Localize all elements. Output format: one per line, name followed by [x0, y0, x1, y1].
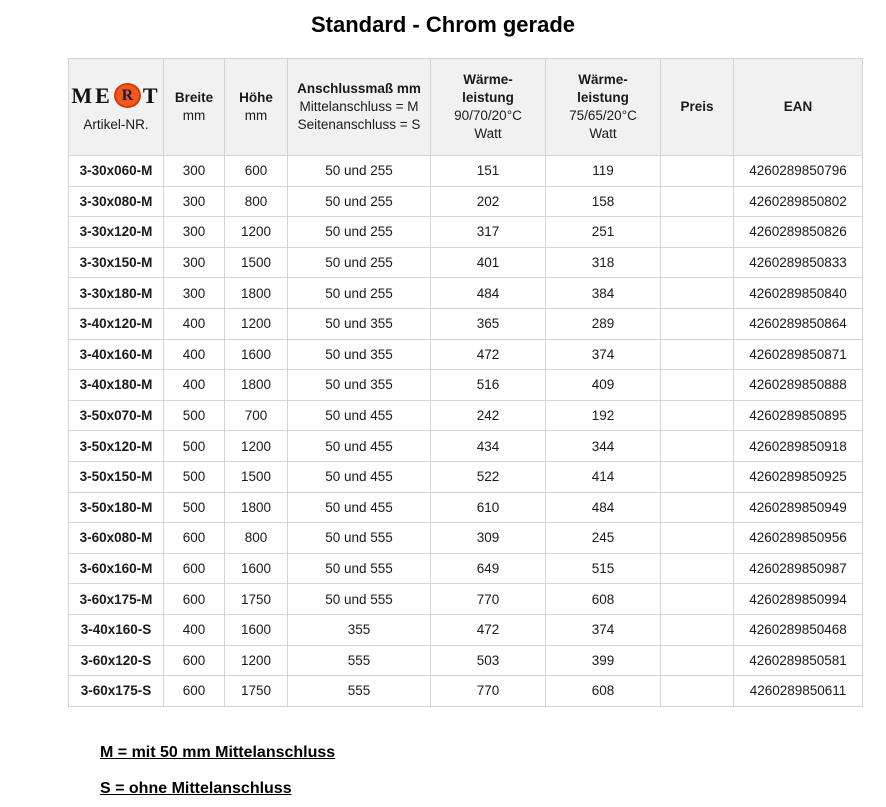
cell-artikel: 3-30x080-M	[69, 186, 164, 217]
logo-letters-pre: ME	[71, 82, 113, 108]
cell-watt90: 242	[431, 400, 546, 431]
cell-breite: 600	[164, 676, 225, 707]
table-row	[69, 461, 863, 492]
cell-anschluss: 355	[288, 614, 431, 645]
table-row	[69, 278, 863, 309]
table-row	[69, 645, 863, 676]
header-anschlussmass: Anschlussmaß mm Mittelanschluss = M Seitenanschluss = S	[288, 59, 431, 156]
cell-artikel: 3-40x120-M	[69, 308, 164, 339]
cell-watt90: 202	[431, 186, 546, 217]
cell-hoehe: 1200	[225, 431, 288, 462]
table-row	[69, 523, 863, 554]
cell-hoehe: 1750	[225, 676, 288, 707]
cell-ean: 4260289850949	[734, 492, 863, 523]
cell-preis	[661, 553, 734, 584]
cell-preis	[661, 156, 734, 187]
cell-watt75: 484	[546, 492, 661, 523]
cell-artikel: 3-40x160-S	[69, 614, 164, 645]
header-breite: Breite mm	[164, 59, 225, 156]
cell-watt90: 522	[431, 461, 546, 492]
cell-breite: 500	[164, 431, 225, 462]
header-waermeleistung-90: Wärme- leistung 90/70/20°C Watt	[431, 59, 546, 156]
cell-ean: 4260289850802	[734, 186, 863, 217]
cell-anschluss: 50 und 355	[288, 308, 431, 339]
cell-breite: 400	[164, 614, 225, 645]
cell-preis	[661, 461, 734, 492]
cell-artikel: 3-40x180-M	[69, 370, 164, 401]
table-row	[69, 431, 863, 462]
cell-ean: 4260289850611	[734, 676, 863, 707]
cell-artikel: 3-60x175-M	[69, 584, 164, 615]
table-row	[69, 676, 863, 707]
cell-anschluss: 50 und 255	[288, 156, 431, 187]
cell-watt90: 317	[431, 217, 546, 248]
header-hoehe: Höhe mm	[225, 59, 288, 156]
cell-anschluss: 50 und 455	[288, 492, 431, 523]
table-row	[69, 339, 863, 370]
cell-hoehe: 1600	[225, 339, 288, 370]
product-spec-table	[68, 58, 863, 707]
cell-ean: 4260289850581	[734, 645, 863, 676]
cell-watt90: 610	[431, 492, 546, 523]
table-row	[69, 247, 863, 278]
table-row	[69, 217, 863, 248]
cell-watt75: 245	[546, 523, 661, 554]
cell-hoehe: 600	[225, 156, 288, 187]
cell-preis	[661, 339, 734, 370]
table-row	[69, 308, 863, 339]
cell-breite: 400	[164, 370, 225, 401]
cell-breite: 400	[164, 308, 225, 339]
cell-preis	[661, 431, 734, 462]
cell-breite: 600	[164, 553, 225, 584]
cell-preis	[661, 584, 734, 615]
table-row	[69, 553, 863, 584]
cell-watt90: 309	[431, 523, 546, 554]
cell-ean: 4260289850987	[734, 553, 863, 584]
cell-anschluss: 555	[288, 676, 431, 707]
cell-watt75: 409	[546, 370, 661, 401]
logo-letter-r: R	[121, 86, 134, 104]
cell-preis	[661, 614, 734, 645]
cell-ean: 4260289850796	[734, 156, 863, 187]
cell-hoehe: 1600	[225, 614, 288, 645]
cell-breite: 500	[164, 461, 225, 492]
cell-watt75: 318	[546, 247, 661, 278]
cell-breite: 300	[164, 217, 225, 248]
cell-hoehe: 1500	[225, 461, 288, 492]
cell-preis	[661, 492, 734, 523]
cell-watt90: 472	[431, 339, 546, 370]
cell-breite: 300	[164, 156, 225, 187]
table-row	[69, 492, 863, 523]
cell-breite: 600	[164, 645, 225, 676]
cell-anschluss: 50 und 255	[288, 186, 431, 217]
cell-breite: 500	[164, 400, 225, 431]
cell-ean: 4260289850871	[734, 339, 863, 370]
cell-watt90: 484	[431, 278, 546, 309]
cell-watt75: 192	[546, 400, 661, 431]
cell-preis	[661, 308, 734, 339]
footnote-m: M = mit 50 mm Mittelanschluss	[100, 744, 336, 761]
table-row	[69, 614, 863, 645]
cell-artikel: 3-50x150-M	[69, 461, 164, 492]
cell-artikel: 3-30x060-M	[69, 156, 164, 187]
cell-anschluss: 50 und 455	[288, 431, 431, 462]
cell-watt75: 251	[546, 217, 661, 248]
cell-breite: 600	[164, 584, 225, 615]
cell-hoehe: 1600	[225, 553, 288, 584]
cell-breite: 500	[164, 492, 225, 523]
cell-ean: 4260289850833	[734, 247, 863, 278]
cell-artikel: 3-60x120-S	[69, 645, 164, 676]
cell-watt90: 401	[431, 247, 546, 278]
cell-preis	[661, 523, 734, 554]
cell-hoehe: 1200	[225, 645, 288, 676]
cell-ean: 4260289850918	[734, 431, 863, 462]
cell-artikel: 3-50x120-M	[69, 431, 164, 462]
mert-logo	[71, 83, 160, 109]
cell-ean: 4260289850468	[734, 614, 863, 645]
logo-letters-post: T	[142, 82, 161, 108]
cell-preis	[661, 400, 734, 431]
cell-watt75: 344	[546, 431, 661, 462]
cell-watt75: 374	[546, 614, 661, 645]
table-row	[69, 400, 863, 431]
cell-watt75: 374	[546, 339, 661, 370]
cell-watt75: 399	[546, 645, 661, 676]
cell-watt75: 384	[546, 278, 661, 309]
cell-anschluss: 50 und 455	[288, 400, 431, 431]
cell-preis	[661, 186, 734, 217]
logo-r-circle-icon	[114, 83, 141, 108]
cell-artikel: 3-60x160-M	[69, 553, 164, 584]
cell-hoehe: 1800	[225, 492, 288, 523]
cell-anschluss: 50 und 255	[288, 247, 431, 278]
cell-artikel: 3-60x080-M	[69, 523, 164, 554]
cell-hoehe: 1200	[225, 217, 288, 248]
cell-watt75: 119	[546, 156, 661, 187]
cell-artikel: 3-30x180-M	[69, 278, 164, 309]
cell-watt90: 365	[431, 308, 546, 339]
cell-ean: 4260289850994	[734, 584, 863, 615]
footnote-s: S = ohne Mittelanschluss	[100, 780, 292, 797]
cell-hoehe: 1800	[225, 278, 288, 309]
cell-preis	[661, 217, 734, 248]
cell-watt90: 434	[431, 431, 546, 462]
cell-hoehe: 700	[225, 400, 288, 431]
cell-hoehe: 1750	[225, 584, 288, 615]
cell-preis	[661, 645, 734, 676]
cell-preis	[661, 278, 734, 309]
cell-artikel: 3-60x175-S	[69, 676, 164, 707]
cell-watt90: 770	[431, 584, 546, 615]
cell-breite: 300	[164, 247, 225, 278]
header-ean: EAN	[734, 59, 863, 156]
page-title: Standard - Chrom gerade	[310, 12, 576, 37]
cell-watt90: 516	[431, 370, 546, 401]
table-header	[69, 59, 863, 156]
cell-hoehe: 1500	[225, 247, 288, 278]
cell-anschluss: 50 und 455	[288, 461, 431, 492]
cell-watt75: 414	[546, 461, 661, 492]
cell-watt75: 608	[546, 676, 661, 707]
cell-watt75: 289	[546, 308, 661, 339]
cell-preis	[661, 676, 734, 707]
cell-anschluss: 50 und 555	[288, 584, 431, 615]
cell-anschluss: 555	[288, 645, 431, 676]
cell-anschluss: 50 und 555	[288, 553, 431, 584]
cell-hoehe: 1200	[225, 308, 288, 339]
cell-artikel: 3-30x120-M	[69, 217, 164, 248]
cell-hoehe: 800	[225, 523, 288, 554]
cell-ean: 4260289850925	[734, 461, 863, 492]
cell-artikel: 3-40x160-M	[69, 339, 164, 370]
cell-breite: 400	[164, 339, 225, 370]
cell-watt75: 158	[546, 186, 661, 217]
cell-anschluss: 50 und 255	[288, 278, 431, 309]
artikel-nr-label: Artikel-NR.	[83, 116, 149, 132]
cell-anschluss: 50 und 255	[288, 217, 431, 248]
cell-artikel: 3-50x180-M	[69, 492, 164, 523]
cell-watt90: 503	[431, 645, 546, 676]
cell-watt90: 649	[431, 553, 546, 584]
cell-anschluss: 50 und 355	[288, 339, 431, 370]
cell-anschluss: 50 und 355	[288, 370, 431, 401]
cell-watt90: 472	[431, 614, 546, 645]
cell-ean: 4260289850840	[734, 278, 863, 309]
cell-watt75: 515	[546, 553, 661, 584]
cell-hoehe: 800	[225, 186, 288, 217]
cell-artikel: 3-30x150-M	[69, 247, 164, 278]
cell-ean: 4260289850956	[734, 523, 863, 554]
cell-ean: 4260289850864	[734, 308, 863, 339]
table-body	[69, 156, 863, 707]
header-preis: Preis	[661, 59, 734, 156]
cell-preis	[661, 370, 734, 401]
cell-ean: 4260289850826	[734, 217, 863, 248]
cell-ean: 4260289850895	[734, 400, 863, 431]
cell-preis	[661, 247, 734, 278]
header-waermeleistung-75: Wärme- leistung 75/65/20°C Watt	[546, 59, 661, 156]
table-row	[69, 370, 863, 401]
cell-watt90: 770	[431, 676, 546, 707]
cell-breite: 600	[164, 523, 225, 554]
table-row	[69, 156, 863, 187]
cell-watt75: 608	[546, 584, 661, 615]
table-row	[69, 584, 863, 615]
cell-watt90: 151	[431, 156, 546, 187]
cell-breite: 300	[164, 186, 225, 217]
table-row	[69, 186, 863, 217]
cell-hoehe: 1800	[225, 370, 288, 401]
cell-ean: 4260289850888	[734, 370, 863, 401]
cell-breite: 300	[164, 278, 225, 309]
header-artikel-nr	[69, 59, 164, 156]
cell-anschluss: 50 und 555	[288, 523, 431, 554]
cell-artikel: 3-50x070-M	[69, 400, 164, 431]
